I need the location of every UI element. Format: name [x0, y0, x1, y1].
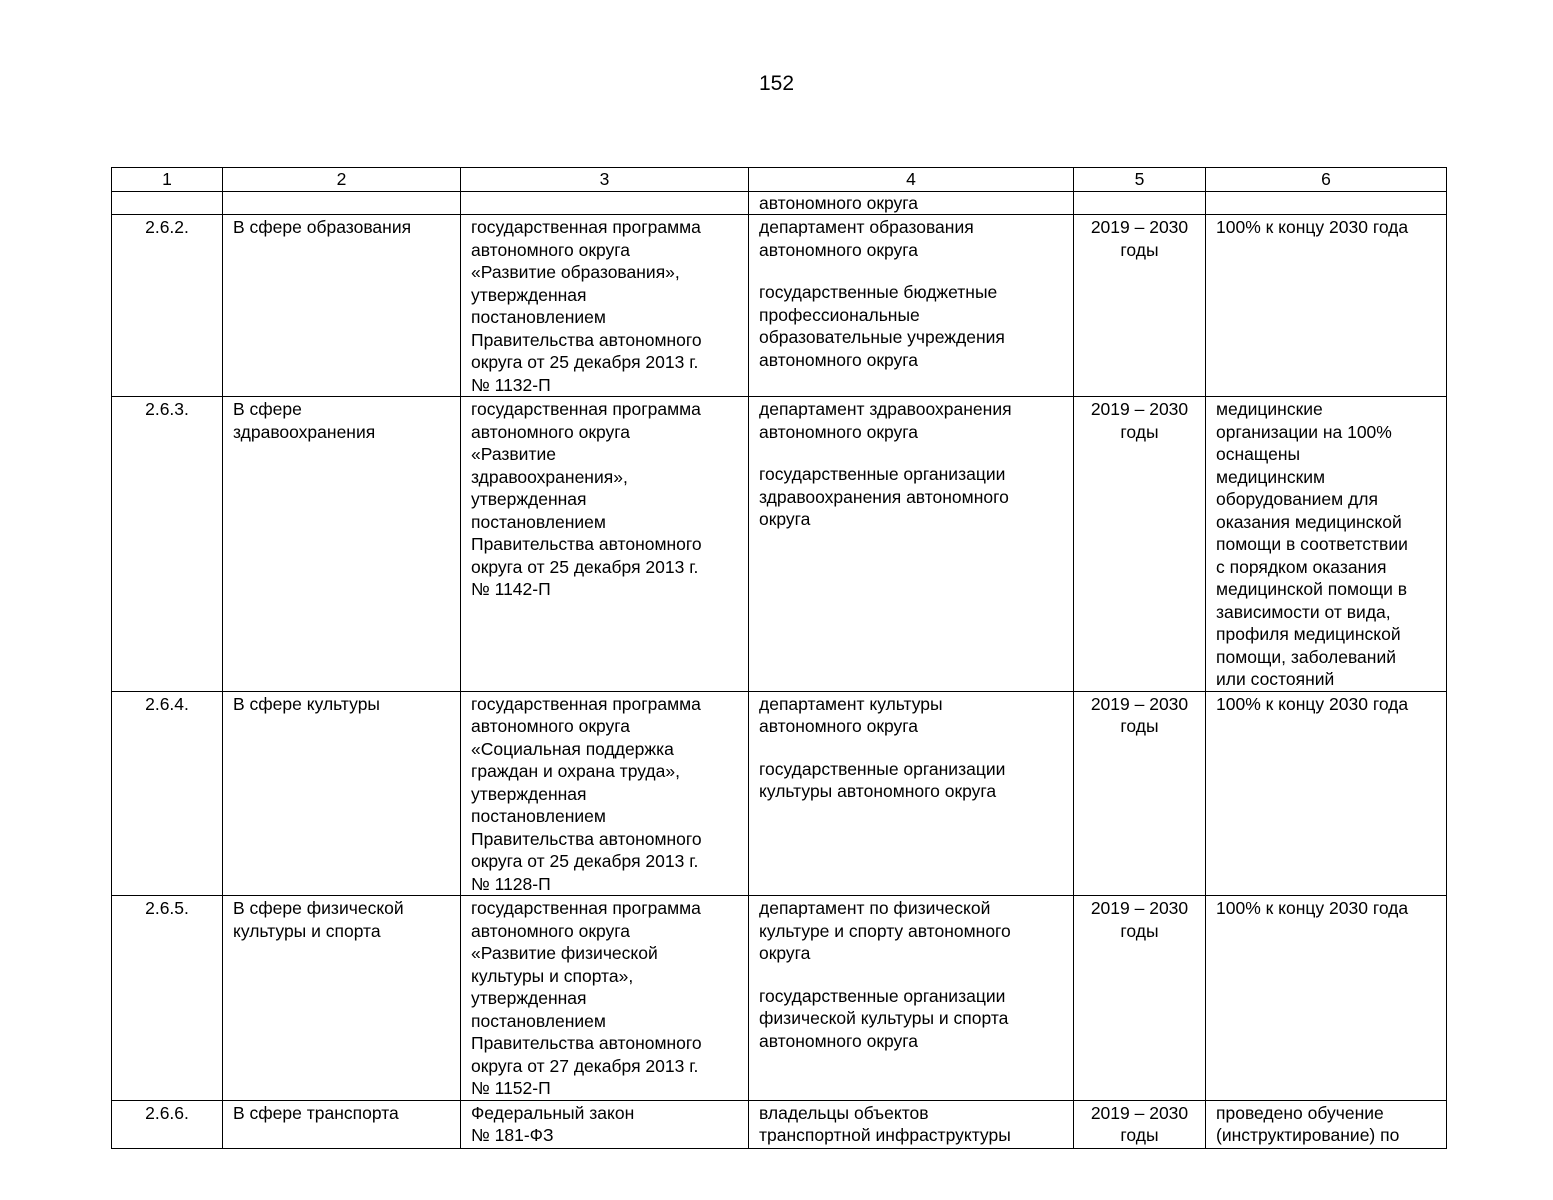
continuation-cell-3 — [461, 191, 749, 215]
result-cell — [1206, 215, 1447, 397]
result-line: профиля медицинской — [1216, 624, 1401, 644]
basis-line: утвержденная — [471, 988, 587, 1008]
basis-line: № 1128-П — [471, 873, 551, 894]
basis-line: округа от 25 декабря 2013 г. — [471, 556, 699, 577]
paragraph-gap — [759, 965, 1063, 985]
page-number: 152 — [758, 72, 795, 95]
executor-line: культуре и спорту автономного — [759, 920, 1011, 941]
basis-line: культуры и спорта», — [471, 965, 634, 986]
term-cell — [1074, 896, 1206, 1101]
term-line: 2019 – 2030 — [1090, 693, 1189, 714]
executor-line: автономного округа — [759, 239, 919, 260]
basis-line: автономного округа — [471, 716, 631, 736]
executor-line: автономного округа — [759, 421, 919, 442]
basis-line: округа от 25 декабря 2013 г. — [471, 352, 699, 372]
executor-line: автономного округа — [759, 349, 919, 370]
item-number: 2.6.6. — [112, 1100, 223, 1148]
sphere-line: В сфере транспорта — [233, 1102, 399, 1123]
result-line: медицинским — [1216, 466, 1326, 487]
item-number: 2.6.3. — [112, 397, 223, 692]
basis-line: Правительства автономного — [471, 1033, 702, 1053]
basis-cell — [461, 397, 749, 692]
executor-line: государственные бюджетные — [759, 282, 998, 302]
executor-line: здравоохранения автономного — [759, 486, 1009, 507]
result-line: помощи, заболеваний — [1216, 646, 1396, 667]
basis-line: автономного округа — [471, 421, 631, 442]
continuation-cell-6 — [1206, 191, 1447, 215]
result-line: 100% к концу 2030 года — [1216, 898, 1409, 918]
sphere-cell — [223, 896, 461, 1101]
continuation-cell-4: автономного округа — [749, 191, 1074, 215]
table-row — [112, 691, 1447, 896]
item-number: 2.6.4. — [112, 691, 223, 896]
basis-line: государственная программа — [471, 898, 701, 918]
basis-line: № 1142-П — [471, 579, 551, 599]
sphere-line: В сфере физической — [233, 898, 404, 918]
executor-line: владельцы объектов — [759, 1102, 929, 1123]
paragraph-gap — [759, 738, 1063, 758]
executor-line: государственные организации — [759, 758, 1006, 779]
executors-cell — [749, 215, 1074, 397]
table-row — [112, 397, 1447, 692]
executor-line: автономного округа — [759, 716, 919, 736]
result-line: зависимости от вида, — [1216, 601, 1391, 622]
result-line: оборудованием для — [1216, 489, 1378, 509]
basis-line: автономного округа — [471, 920, 631, 941]
result-line: проведено обучение — [1216, 1102, 1384, 1123]
header-cell-2: 2 — [223, 168, 461, 192]
basis-cell — [461, 215, 749, 397]
header-cell-1: 1 — [112, 168, 223, 192]
result-line: оснащены — [1216, 444, 1301, 464]
executor-line: государственные организации — [759, 464, 1006, 484]
executor-line: государственные организации — [759, 985, 1006, 1006]
basis-line: утвержденная — [471, 489, 587, 509]
basis-line: государственная программа — [471, 693, 701, 714]
basis-line: округа от 25 декабря 2013 г. — [471, 851, 699, 871]
term-line: 2019 – 2030 — [1090, 399, 1189, 419]
executor-line: округа — [759, 943, 811, 963]
executor-line: департамент образования — [759, 217, 974, 237]
sphere-line: культуры и спорта — [233, 920, 381, 941]
term-line: годы — [1120, 1125, 1159, 1145]
measures-table — [111, 167, 1447, 1149]
executor-line: департамент культуры — [759, 693, 943, 714]
basis-cell — [461, 691, 749, 896]
sphere-cell — [223, 691, 461, 896]
sphere-line: В сфере — [233, 399, 302, 419]
term-line: годы — [1120, 716, 1159, 736]
sphere-line: В сфере образования — [233, 217, 412, 237]
basis-line: «Развитие образования», — [471, 262, 680, 282]
table-row — [112, 215, 1447, 397]
sphere-line: В сфере культуры — [233, 693, 380, 714]
executor-line: департамент по физической — [759, 898, 991, 918]
continuation-cell-5 — [1074, 191, 1206, 215]
term-line: годы — [1120, 920, 1159, 941]
executors-cell — [749, 691, 1074, 896]
executor-line: образовательные учреждения — [759, 327, 1005, 347]
executor-line: автономного округа — [759, 1030, 919, 1051]
header-cell-4: 4 — [749, 168, 1074, 192]
term-line: 2019 – 2030 — [1090, 898, 1189, 918]
basis-line: № 1132-П — [471, 374, 551, 395]
paragraph-gap — [759, 443, 1063, 463]
header-row — [112, 168, 1447, 192]
executors-cell — [749, 1100, 1074, 1148]
basis-line: № 181-ФЗ — [471, 1125, 554, 1145]
basis-line: «Развитие — [471, 444, 556, 464]
result-line: (инструктирование) по — [1216, 1125, 1400, 1145]
term-line: 2019 – 2030 — [1090, 217, 1189, 237]
term-cell — [1074, 1100, 1206, 1148]
result-line: оказания медицинской — [1216, 511, 1402, 532]
sphere-cell — [223, 215, 461, 397]
item-number: 2.6.2. — [112, 215, 223, 397]
table-row — [112, 1100, 1447, 1148]
executor-line: профессиональные — [759, 304, 920, 325]
basis-line: постановлением — [471, 1010, 606, 1031]
header-cell-5: 5 — [1074, 168, 1206, 192]
sphere-cell — [223, 1100, 461, 1148]
result-line: с порядком оказания — [1216, 556, 1387, 577]
basis-line: Правительства автономного — [471, 828, 702, 849]
term-line: годы — [1120, 239, 1159, 260]
basis-line: Федеральный закон — [471, 1102, 635, 1123]
term-cell — [1074, 691, 1206, 896]
term-cell — [1074, 397, 1206, 692]
result-line: 100% к концу 2030 года — [1216, 693, 1409, 714]
executor-line: физической культуры и спорта — [759, 1008, 1009, 1028]
header-cell-3: 3 — [461, 168, 749, 192]
basis-line: государственная программа — [471, 399, 701, 419]
item-number: 2.6.5. — [112, 896, 223, 1101]
term-line: годы — [1120, 421, 1159, 442]
sphere-line: здравоохранения — [233, 421, 376, 442]
executors-cell — [749, 896, 1074, 1101]
table-row — [112, 896, 1447, 1101]
basis-line: утвержденная — [471, 284, 587, 305]
basis-line: «Развитие физической — [471, 943, 658, 963]
result-line: медицинской помощи в — [1216, 579, 1408, 599]
result-line: или состояний — [1216, 669, 1335, 689]
basis-line: № 1152-П — [471, 1078, 551, 1098]
basis-line: постановлением — [471, 307, 606, 327]
executor-line: департамент здравоохранения — [759, 399, 1012, 419]
continuation-row — [112, 191, 1447, 215]
basis-cell — [461, 896, 749, 1101]
basis-line: постановлением — [471, 806, 606, 826]
result-line: 100% к концу 2030 года — [1216, 217, 1409, 237]
executors-cell — [749, 397, 1074, 692]
continuation-cell-1 — [112, 191, 223, 215]
result-cell — [1206, 397, 1447, 692]
basis-line: «Социальная поддержка — [471, 738, 674, 759]
basis-line: постановлением — [471, 511, 606, 532]
basis-line: Правительства автономного — [471, 329, 702, 350]
basis-cell — [461, 1100, 749, 1148]
continuation-cell-2 — [223, 191, 461, 215]
basis-line: здравоохранения», — [471, 466, 628, 487]
basis-line: Правительства автономного — [471, 534, 702, 554]
basis-line: государственная программа — [471, 217, 701, 237]
basis-line: утвержденная — [471, 783, 587, 804]
term-cell — [1074, 215, 1206, 397]
term-line: 2019 – 2030 — [1090, 1102, 1189, 1123]
header-cell-6: 6 — [1206, 168, 1447, 192]
basis-line: автономного округа — [471, 239, 631, 260]
sphere-cell — [223, 397, 461, 692]
executor-line: округа — [759, 509, 811, 529]
result-line: медицинские — [1216, 399, 1323, 419]
result-cell — [1206, 896, 1447, 1101]
basis-line: округа от 27 декабря 2013 г. — [471, 1055, 699, 1076]
paragraph-gap — [759, 261, 1063, 281]
basis-line: граждан и охрана труда», — [471, 761, 680, 781]
result-line: помощи в соответствии — [1216, 534, 1408, 554]
result-cell — [1206, 1100, 1447, 1148]
executor-line: культуры автономного округа — [759, 781, 997, 801]
result-cell — [1206, 691, 1447, 896]
result-line: организации на 100% — [1216, 421, 1392, 442]
executor-line: транспортной инфраструктуры — [759, 1125, 1011, 1145]
